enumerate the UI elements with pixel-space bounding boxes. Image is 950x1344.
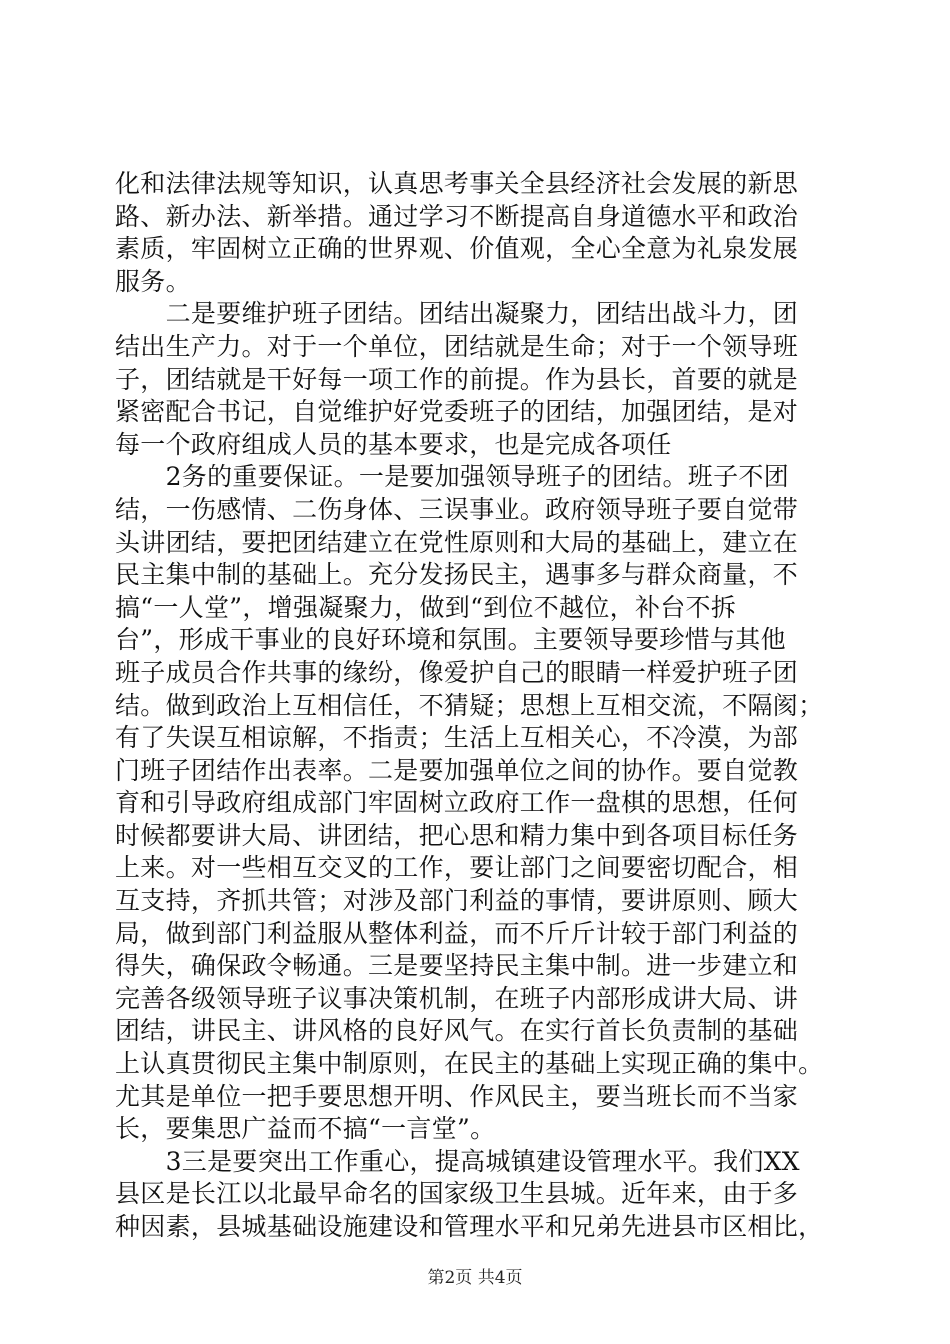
text-line: 班子成员合作共事的缘纷，像爱护自己的眼睛一样爱护班子团: [115, 657, 799, 687]
text-line: 化和法律法规等知识，认真思考事关全县经济社会发展的新思: [115, 169, 799, 198]
text-line: 互支持，齐抓共管；对涉及部门利益的事情，要讲原则、顾大: [115, 886, 799, 916]
text-line: 紧密配合书记，自觉维护好党委班子的团结，加强团结，是对: [115, 397, 799, 427]
page-footer: 第2页 共4页: [427, 1268, 523, 1288]
text-line: 尤其是单位一把手要思想开明、作风民主，要当班长而不当家: [115, 1081, 799, 1111]
text-line: 路、新办法、新举措。通过学习不断提高自身道德水平和政治: [115, 201, 799, 231]
text-line: 搞“一人堂”，增强凝聚力，做到“到位不越位，补台不拆: [115, 592, 737, 622]
text-line: 种因素，县城基础设施建设和管理水平和兄弟先进县市区相比，: [115, 1212, 824, 1241]
text-line: 门班子团结作出表率。二是要加强单位之间的协作。要自觉教: [115, 755, 799, 785]
text-line: 长，要集思广益而不搞“一言堂”。: [115, 1114, 496, 1144]
text-line: 育和引导政府组成部门牢固树立政府工作一盘棋的思想，任何: [115, 788, 799, 818]
text-line: 结，一伤感情、二伤身体、三误事业。政府领导班子要自觉带: [115, 494, 799, 524]
text-line: 台”，形成干事业的良好环境和氛围。主要领导要珍惜与其他: [115, 625, 786, 655]
document-body: [115, 168, 835, 1244]
text-line: 上认真贯彻民主集中制原则，在民主的基础上实现正确的集中。: [115, 1049, 824, 1079]
text-line: 上来。对一些相互交叉的工作，要让部门之间要密切配合，相: [115, 853, 799, 883]
text-line: 县区是长江以北最早命名的国家级卫生县城。近年来，由于多: [115, 1179, 799, 1209]
text-line: 时候都要讲大局、讲团结，把心思和精力集中到各项目标任务: [115, 820, 799, 850]
text-line: 有了失误互相谅解，不指责；生活上互相关心，不冷漠，为部: [115, 723, 799, 753]
text-line: 2务的重要保证。一是要加强领导班子的团结。班子不团: [115, 462, 790, 492]
text-line: 局，做到部门利益服从整体利益，而不斤斤计较于部门利益的: [115, 918, 799, 948]
text-line: 每一个政府组成人员的基本要求，也是完成各项任: [115, 429, 672, 459]
text-line: 得失，确保政令畅通。三是要坚持民主集中制。进一步建立和: [115, 951, 799, 981]
text-line: 团结，讲民主、讲风格的良好风气。在实行首长负责制的基础: [115, 1016, 799, 1046]
text-line: 3三是要突出工作重心，提高城镇建设管理水平。我们XX: [115, 1146, 800, 1176]
text-line: 子，团结就是干好每一项工作的前提。作为县长，首要的就是: [115, 364, 799, 394]
text-line: 素质，牢固树立正确的世界观、价值观，全心全意为礼泉发展: [115, 234, 799, 264]
text-line: 二是要维护班子团结。团结出凝聚力，团结出战斗力，团: [115, 299, 799, 329]
text-line: 结出生产力。对于一个单位，团结就是生命；对于一个领导班: [115, 331, 799, 361]
text-line: 服务。: [115, 266, 191, 296]
text-line: 民主集中制的基础上。充分发扬民主，遇事多与群众商量，不: [115, 560, 799, 590]
text-line: 头讲团结，要把团结建立在党性原则和大局的基础上，建立在: [115, 527, 799, 557]
text-line: 完善各级领导班子议事决策机制，在班子内部形成讲大局、讲: [115, 983, 799, 1013]
text-line: 结。做到政治上互相信任，不猜疑；思想上互相交流，不隔阂；: [115, 690, 824, 720]
